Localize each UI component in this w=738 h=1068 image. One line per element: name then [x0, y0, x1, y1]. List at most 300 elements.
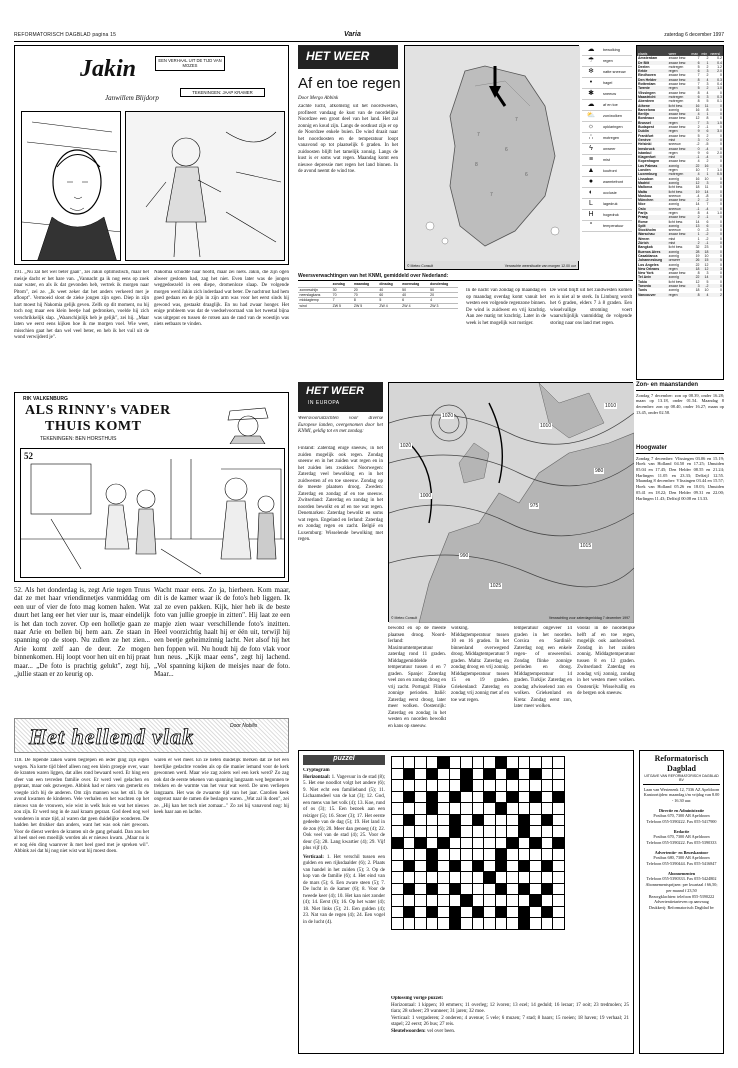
legend-item	[582, 100, 632, 111]
crossword-cell	[541, 768, 553, 780]
city-name: Malta	[638, 189, 647, 194]
city-value: 8	[697, 90, 700, 95]
city-value: 1	[706, 112, 709, 117]
crossword-cell	[495, 791, 507, 803]
city-value: zonnig	[668, 176, 679, 181]
crossword-black-cell	[472, 814, 484, 826]
crossword-cell	[461, 826, 473, 838]
city-value: -4	[705, 206, 709, 211]
city-value: 8	[706, 116, 709, 121]
city-value: 4	[706, 77, 709, 82]
city-value: 14	[695, 219, 700, 224]
city-value: 0	[720, 249, 722, 254]
legend-symbol-icon: ☼	[587, 123, 595, 130]
crossword-cell	[484, 837, 496, 849]
europe-body-2: bewolkt en op de meeste plaatsen droog. Noord-Ierland: Maximumtemperatuur zaterdag rond 11 graden. Middaggemiddelde temperatuur tussen 4 en 7 graden. Spanje: Zaterdag veel zon en zondag droog en vrij zacht. Portugal: Flinke zonnige perioden. Italië: Zaterdag eerst droog, later meer wolken. Oostenrijk: Zaterdag en zondag in het westen en noorden bewolkt en kans op sneeuw.	[388, 626, 446, 729]
city-value: 0	[720, 271, 722, 276]
crossword-cell	[495, 837, 507, 849]
city-value: 16	[695, 107, 700, 112]
city-value: 6	[706, 150, 709, 155]
crossword-black-cell	[541, 814, 553, 826]
jakin-panel-figure	[125, 111, 285, 261]
crossword-cell	[438, 849, 450, 861]
crossword-row	[392, 768, 565, 780]
legend-label: warmtefront	[603, 179, 624, 184]
city-value: 0	[720, 125, 722, 130]
city-value: 0	[720, 133, 722, 138]
crossword-row	[392, 906, 565, 918]
city-value: zwaar bew.	[668, 73, 687, 78]
colofon-line: Abonnementen	[667, 870, 696, 876]
city-value: 18	[704, 249, 709, 254]
weather-map-caption-right: Verwachte weersituatie van morgen 12.00 uur	[504, 263, 576, 268]
city-name: Eelde	[638, 69, 648, 74]
rinny-title-line1: ALS RINNY's VADER	[25, 403, 171, 418]
crossword-cell	[484, 860, 496, 872]
puzzle-title-bar	[303, 755, 385, 765]
crossword-cell	[495, 768, 507, 780]
city-value: 0	[720, 159, 722, 164]
crossword-black-cell	[530, 791, 542, 803]
city-name: Budapest	[638, 125, 654, 130]
crossword-grid	[391, 756, 565, 930]
city-value: 9	[697, 129, 700, 134]
crossword-cell	[461, 860, 473, 872]
legend-label: bewolking	[603, 47, 620, 52]
crossword-cell	[507, 826, 519, 838]
crossword-cell	[472, 780, 484, 792]
crossword-black-cell	[403, 860, 415, 872]
city-name: Luxemburg	[638, 172, 658, 177]
city-value: motregen	[668, 64, 684, 69]
city-value: regen	[668, 168, 678, 173]
city-value: 0.3	[717, 77, 722, 82]
city-name: Barcelona	[638, 107, 655, 112]
city-table	[637, 52, 723, 297]
city-name: Madrid	[638, 180, 650, 185]
crossword-cell	[472, 837, 484, 849]
crossword-black-cell	[484, 872, 496, 884]
city-value: motregen	[668, 94, 684, 99]
weather-body-3: De wind blijft uit het zuidwesten komen en is niet al te sterk. In Limburg wordt het 6 graden, elders 7 à 8 graden. Een wisselvallige stroming voert waarschijnlijk vanmiddag de volgende storing naar ons land met regen.	[550, 288, 632, 326]
city-name: New York	[638, 271, 654, 276]
city-value: zwaar bew.	[668, 125, 687, 130]
crossword-black-cell	[426, 791, 438, 803]
page-header-left: REFORMATORISCH DAGBLAD pagina 15	[14, 32, 117, 38]
rinny-header-illustration	[210, 396, 285, 444]
city-value: 6	[697, 69, 700, 74]
crossword-cell	[472, 883, 484, 895]
city-value: mist	[668, 236, 675, 241]
forecast-row-label: zonneschijn	[298, 287, 331, 292]
city-value: 2	[706, 73, 709, 78]
puzzle-vertical-title: Verticaal:	[303, 854, 324, 860]
city-value: 3	[697, 284, 700, 289]
rinny-panel-number: 52	[24, 451, 33, 461]
forecast-day: maandag	[352, 282, 378, 287]
forecast-row-label: neerslagkans	[298, 293, 331, 298]
crossword-row	[392, 883, 565, 895]
city-name: Johannesburg	[638, 258, 663, 263]
city-value: 0	[720, 232, 722, 237]
jakin-title: Jakin	[80, 56, 137, 82]
city-value: zonnig	[668, 288, 679, 293]
group-of-children-illustration	[21, 449, 285, 578]
crossword-cell	[518, 757, 530, 769]
city-value: 0	[720, 185, 722, 190]
forecast-value: 60	[378, 293, 401, 298]
city-value: 8	[697, 292, 700, 297]
crossword-black-cell	[507, 768, 519, 780]
table-row	[637, 293, 723, 297]
crossword-cell	[530, 872, 542, 884]
crossword-cell	[449, 872, 461, 884]
legend-item	[582, 221, 632, 232]
crossword-black-cell	[484, 768, 496, 780]
legend-label: koufront	[603, 168, 617, 173]
europe-logo-text: HET WEER	[306, 385, 365, 397]
city-value: 14	[704, 189, 709, 194]
legend-symbol-icon: ☁	[587, 46, 595, 53]
city-name: Mallorca	[638, 185, 653, 190]
city-value: 0	[720, 236, 722, 241]
city-value: licht bew.	[668, 185, 683, 190]
page-header	[14, 30, 724, 42]
legend-item	[582, 155, 632, 166]
svg-text:7: 7	[515, 117, 518, 123]
city-name: Istanbul	[638, 150, 652, 155]
rinny-author: RIK VALKENBURG	[23, 396, 68, 402]
crossword-cell	[518, 837, 530, 849]
crossword-black-cell	[530, 837, 542, 849]
city-value: 8	[697, 99, 700, 104]
crossword-black-cell	[507, 791, 519, 803]
rinny-illustrator: TEKENINGEN: BEN HORSTHUIS	[40, 436, 117, 442]
isobar-label: 1010	[540, 423, 552, 429]
hellend-text-col2: waren er wel meer. En ze lieten duidelijk merken dat ze het een heerlijke gedachte vonden als op die manier iemand voor de kerk gewonnen werd. Maar wie zag zoiets wel een kerk werd? Zo zag ook dat de eerste tekenen van spanning langzaam weg begonnen te trekken en de warmte van het vuur wat werd. De uren verliepen langzaam. Het was de zwaarste tijd van het jaar. Carolien keek ongerust naar de ramen die beslagen waren. „Wat zal ik doen", zei ze. „Hij kan het toch niet zomaar..." Zo zei hij vanavond nog: hij keek haar aan en lachte.	[154, 758, 289, 815]
city-value: 13	[695, 223, 700, 228]
crossword-cell	[461, 906, 473, 918]
legend-label: hagel	[603, 80, 613, 85]
crossword-black-cell	[403, 814, 415, 826]
city-value: sneeuw	[668, 228, 681, 233]
crossword-cell	[553, 906, 565, 918]
crossword-cell	[415, 757, 427, 769]
crossword-cell	[438, 895, 450, 907]
city-name: Zürich	[638, 241, 649, 246]
city-value: 0	[720, 284, 722, 289]
crossword-cell	[426, 780, 438, 792]
crossword-cell	[461, 837, 473, 849]
forecast-day: dinsdag	[378, 282, 401, 287]
city-value: mist	[668, 137, 675, 142]
legend-symbol-icon: •	[589, 79, 593, 86]
city-value: 0.5	[717, 172, 722, 177]
city-value: 0.4	[717, 82, 722, 87]
crossword-cell	[392, 860, 404, 872]
crossword-cell	[472, 768, 484, 780]
crossword-black-cell	[495, 757, 507, 769]
rinny-title-line2: THUIS KOMT	[45, 419, 142, 434]
europe-body-1: Finland: Zaterdag enige sneeuw, in het zuiden mogelijk ook regen. Zondag sneeuw en in het zuiden wat regen en in het zuiden iets zwakker. Noorwegen: Zaterdag veel bewolking en in het zuidwesten af en toe sneeuw. Zondag op de meeste plaatsen droog. Zweden: Zaterdag en zondag af en toe sneeuw. Zwitserland: Zaterdag en zondag in het noorden bewolkt en af en toe wat regen. Denemarken: Zaterdag bewolkt en soms wat regen. Engeland en Ierland: Zaterdag en zondag regen en zacht. België en Luxemburg: Wisselende bewolking met regen.	[298, 446, 383, 542]
city-value: 8	[697, 210, 700, 215]
crossword-black-cell	[426, 803, 438, 815]
crossword-cell	[461, 883, 473, 895]
crossword-cell	[495, 918, 507, 930]
forecast-day: woensdag	[401, 282, 429, 287]
crossword-cell	[553, 883, 565, 895]
city-name: Berlijn	[638, 112, 649, 117]
city-name: Kopenhagen	[638, 159, 660, 164]
puzzle-horizontal-clues: 1. Vagevuur in de stad (8); 5. Het ene noodlot volgt het andere (6); 9. Niet echt een familieband (5); 11. Lichaamsdeel van de kat (3); 12. God, een mens van het volk (4); 13. Koe, rund of os (3); 15. Een bezoek aan een reiziger (5); 16. Stoer (3); 17. Het eerste gedeelte van de dag (5); 19. Het land in de zon (6); 20. Meer dan genoeg (4); 22. Ook veel van de stad (4); 25. Voor de deur (5); 28. Lang kwartier (4); 29. Vijf plus vijf (4).	[303, 774, 385, 851]
tides-title: Hoogwater	[636, 445, 724, 454]
crossword-cell	[438, 826, 450, 838]
city-value: -4	[696, 193, 700, 198]
crossword-cell	[530, 814, 542, 826]
city-value: 0	[720, 137, 722, 142]
city-value: 0.4	[717, 60, 722, 65]
crossword-black-cell	[495, 883, 507, 895]
crossword-cell	[484, 849, 496, 861]
city-value: -3	[705, 228, 709, 233]
city-value: 18	[695, 266, 700, 271]
city-value: 16	[704, 163, 709, 168]
isobar-label: 1025	[490, 583, 502, 589]
puzzle-section	[298, 750, 634, 1054]
legend-symbol-icon: ◐	[588, 189, 594, 196]
city-value: 0	[720, 103, 722, 108]
crossword-cell	[403, 826, 415, 838]
city-value: mist	[668, 241, 675, 246]
city-value: -1	[705, 125, 709, 130]
section-title: Varia	[344, 31, 361, 38]
crossword-cell	[541, 849, 553, 861]
legend-label: mist	[603, 157, 610, 162]
jakin-text-col1: 191. „Nu zal het wel beter gaan", zei Jakin optimistisch, maar het meisje dacht er het hare van. „Vannacht ga ik nog eens op zoek naar water, en als ik dat gevonden heb, vertrek ik morgen naar Pitom", zei ze. „Ik weet zeker dat het anders verkeerd met je afloopt". Vermoeid sloot de zieke jongen zijn ogen. Diep in zijn hart moest hij Nakomia gelijk geven. Zelfs op dit moment, nu hij toch nog maar een klein beetje had gedronken, voelde hij zich verschrikkelijk slap. „Waarschijnlijk heb je gelijk", zei hij. „Maar laten we eerst eens kijken hoe ik me morgen voel. Wie weet, misschien gaat het dan wel veel beter, en heb ik het vuil uit de wond verwijderd je".	[14, 270, 149, 340]
city-value: zonnig	[668, 202, 679, 207]
city-weather-table	[636, 45, 724, 380]
colofon-line: Kantoortijden: maandag t/m vrijdag van 8.00 - 16.30 uur.	[643, 792, 720, 804]
city-value: 5	[706, 279, 709, 284]
crossword-cell	[449, 780, 461, 792]
crossword-cell	[518, 895, 530, 907]
city-name: Dublin	[638, 129, 649, 134]
city-value: zwaar bew.	[668, 60, 687, 65]
city-value: zwaar bew.	[668, 112, 687, 117]
city-name: Warschau	[638, 232, 655, 237]
city-value: 0	[720, 193, 722, 198]
city-value: 0	[720, 241, 722, 246]
legend-symbol-icon: ❄	[588, 68, 594, 75]
crossword-cell	[449, 757, 461, 769]
crossword-cell	[553, 849, 565, 861]
city-name: Brussel	[638, 120, 651, 125]
city-name: Tokio	[638, 279, 648, 284]
weather-logo-text: HET WEER	[306, 49, 370, 63]
crossword-row	[392, 780, 565, 792]
svg-text:7: 7	[490, 192, 493, 198]
city-value: 0	[720, 219, 722, 224]
city-value: 3	[720, 266, 722, 271]
crossword-black-cell	[449, 791, 461, 803]
crossword-black-cell	[461, 895, 473, 907]
puzzle-solution	[391, 996, 629, 1051]
puzzle-vertical-clues: 1. Het verschil tussen een gulden en een rijksdaalder (6); 2. Plaats van handel in het zuiden (5); 3. Op de kop van de familie (6); 4. Het eind van de mars (5); 6. Een zware steen (5); 7. De lucht in de kamer (6); 8. Voor de tweede keer (4); 10. Het kan niet zonder (4); 14. Eerst (6); 16. Op het water (4); 18. Niet links (5); 21. Een gulden (4); 23. Nat van de regen (4); 24. Een vogel in de lucht (4).	[303, 854, 385, 925]
city-name: Helsinki	[638, 142, 652, 147]
crossword-cell	[472, 803, 484, 815]
crossword-cell	[472, 826, 484, 838]
city-value: 5	[697, 133, 700, 138]
city-name: Tunis	[638, 288, 648, 293]
crossword-cell	[438, 906, 450, 918]
crossword-black-cell	[541, 860, 553, 872]
crossword-black-cell	[403, 906, 415, 918]
crossword-cell	[530, 803, 542, 815]
city-value: mist	[668, 155, 675, 160]
city-value: -5	[705, 142, 709, 147]
legend-symbol-icon: ⛅	[586, 112, 596, 119]
city-value: 4	[706, 210, 709, 215]
puzzle-keyword-title: Sleutelwoorden:	[391, 1028, 426, 1034]
colofon-line: Telefoon 055-5390222. Fax 055-5390333	[646, 840, 717, 846]
city-table-head-cell: neersl	[710, 52, 720, 56]
crossword-cell	[438, 872, 450, 884]
forecast-value: 5	[378, 298, 401, 303]
crossword-cell	[392, 791, 404, 803]
europe-body-3: wolking. Middagtemperatuur tussen 10 en 16 graden. In het binnenland overwegend droog. Middagtemperatuur 9 graden. Malta: Zaterdag en zondag droog en vrij zonnig. Middagtemperatuur tussen 15 en 19 graden. Griekenland: Zaterdag en zondag vrij zonnig met af en toe wat regen.	[451, 626, 509, 703]
crossword-cell	[438, 883, 450, 895]
city-value: 0	[720, 206, 722, 211]
crossword-black-cell	[426, 849, 438, 861]
city-value: 0	[720, 73, 722, 78]
city-value: 6	[706, 219, 709, 224]
forecast-value: 20	[429, 293, 458, 298]
city-value: 4	[706, 292, 709, 297]
crossword-row	[392, 872, 565, 884]
europe-body-5: vooral in de noordelijke helft af en toe regen, mogelijk ook aanhoudend. Zondag in het zuiden zonnig. Middagtemperatuur tussen 8 en 12 graden. Zwitserland: Zaterdag en zondag vrij zonnig, zondag in het westen meer wolken. Oostenrijk: Wisselvallig en de bergen ook sneeuw.	[577, 626, 635, 696]
crossword-black-cell	[495, 803, 507, 815]
crossword-cell	[426, 826, 438, 838]
city-value: 0	[720, 90, 722, 95]
rinny-text-col2: Wacht maar eens. Zo ja, hierheen. Kom maar, dit is de kamer waar ik de foto's heb liggen. Ik zal ze even pakken. Kijk, hier heb ik de beste foto van jullie groepje in zitten". Hij laat ze een mapje zien waar verschillende foto's inzitten. Heel voorzichtig haalt hij er één uit, terwijl hij een beetje geheimzinnig lacht. Net alsof hij het hen foppen wil. Nu houdt hij de foto vlak voor hun neus. „Kijk maar eens", zegt hij lachend. „Vol spanning kijken de meisjes naar de foto. Maar...	[154, 586, 290, 678]
city-value: 18	[695, 185, 700, 190]
crossword-cell	[403, 780, 415, 792]
crossword-cell	[553, 895, 565, 907]
crossword-black-cell	[518, 814, 530, 826]
crossword-black-cell	[426, 906, 438, 918]
crossword-cell	[438, 768, 450, 780]
crossword-black-cell	[415, 837, 427, 849]
city-value: 6	[697, 60, 700, 65]
city-value: -2	[696, 142, 700, 147]
city-value: 10	[704, 288, 709, 293]
city-name: Klagenfurt	[638, 155, 656, 160]
isobar-label: 1000	[420, 493, 432, 499]
jakin-strip	[14, 45, 289, 265]
colofon-line: Telefoon 055-5390222. Fax 055-5417900	[646, 819, 717, 825]
crossword-black-cell	[495, 906, 507, 918]
city-value: 7	[706, 168, 709, 173]
crossword-cell	[415, 814, 427, 826]
city-value: 7	[697, 120, 700, 125]
city-name: Innsbruck	[638, 146, 655, 151]
city-value: licht bew.	[668, 279, 683, 284]
city-value: zonnig	[668, 223, 679, 228]
city-value: regen	[668, 266, 678, 271]
city-value: sneeuw	[668, 206, 681, 211]
colofon-line: Postbus 670, 7300 AR Apeldoorn	[653, 834, 710, 840]
colofon-line: Drukkerij: Reformatorisch Dagblad bv	[648, 904, 714, 910]
forecast-row-label: wind	[298, 303, 331, 308]
city-name: Parijs	[638, 210, 648, 215]
city-value: zonnig	[668, 163, 679, 168]
city-value: 1.5	[717, 120, 722, 125]
crossword-row	[392, 918, 565, 930]
legend-label: hogedruk	[603, 212, 619, 217]
sun-moon-section	[636, 382, 724, 442]
crossword-black-cell	[553, 837, 565, 849]
city-value: 2	[706, 56, 709, 61]
city-name: Rotterdam	[638, 82, 656, 87]
city-name: Aberdeen	[638, 99, 655, 104]
crossword-black-cell	[530, 768, 542, 780]
crossword-cell	[403, 849, 415, 861]
crossword-cell	[495, 872, 507, 884]
city-value: 10	[704, 253, 709, 258]
legend-item	[582, 133, 632, 144]
crossword-cell	[438, 791, 450, 803]
city-value: regen	[668, 69, 678, 74]
crossword-cell	[507, 872, 519, 884]
weather-byline: Door Mergo Abbink	[298, 96, 339, 101]
weather-logo	[298, 45, 398, 69]
hellend-author: Door Nobilis	[230, 723, 258, 729]
legend-symbol-icon: L	[589, 200, 593, 207]
legend-item	[582, 111, 632, 122]
city-value: 1.2	[717, 64, 722, 69]
city-value: 12	[695, 116, 700, 121]
city-value: 19	[695, 189, 700, 194]
page-date: zaterdag 6 december 1997	[664, 32, 724, 38]
crossword-cell	[507, 757, 519, 769]
crossword-cell	[507, 814, 519, 826]
city-value: 5	[697, 64, 700, 69]
city-name: Praag	[638, 215, 648, 220]
legend-item	[582, 144, 632, 155]
crossword-cell	[426, 757, 438, 769]
city-value: 12	[704, 262, 709, 267]
city-value: zwaar bew.	[668, 198, 687, 203]
legend-symbol-icon: ✱	[588, 90, 594, 97]
puzzle-solution-v: Verticaal: 1 vergaderen; 2 onderen; 4 avenue; 5 vele; 6 muzen; 7 stad; 8 baars; 15 roeien; 18 haven; 19 verhaal; 21 stapel; 22 eerst; 26 bus; 27 reis.	[391, 1015, 629, 1027]
legend-symbol-icon: ●	[588, 178, 594, 185]
crossword-cell	[530, 757, 542, 769]
city-value: 3	[706, 180, 709, 185]
crossword-cell	[553, 757, 565, 769]
city-value: sneeuw	[668, 193, 681, 198]
city-value: zwaar bew.	[668, 133, 687, 138]
crossword-cell	[553, 860, 565, 872]
legend-item	[582, 177, 632, 188]
legend-label: lagedruk	[603, 201, 618, 206]
crossword-cell	[553, 814, 565, 826]
legend-item	[582, 122, 632, 133]
legend-label: opklaringen	[603, 124, 623, 129]
isobar-label: 990	[460, 553, 469, 559]
city-value: 2	[706, 159, 709, 164]
sun-moon-body: Zondag 7 december: zon op 08.39, onder 16.28; maan op 13.18, onder 01.54. Maandag 8 december: zon op 08.40, onder 16.27; maan op 13.45, onder 02.58.	[636, 392, 724, 415]
city-value: regen	[668, 129, 678, 134]
